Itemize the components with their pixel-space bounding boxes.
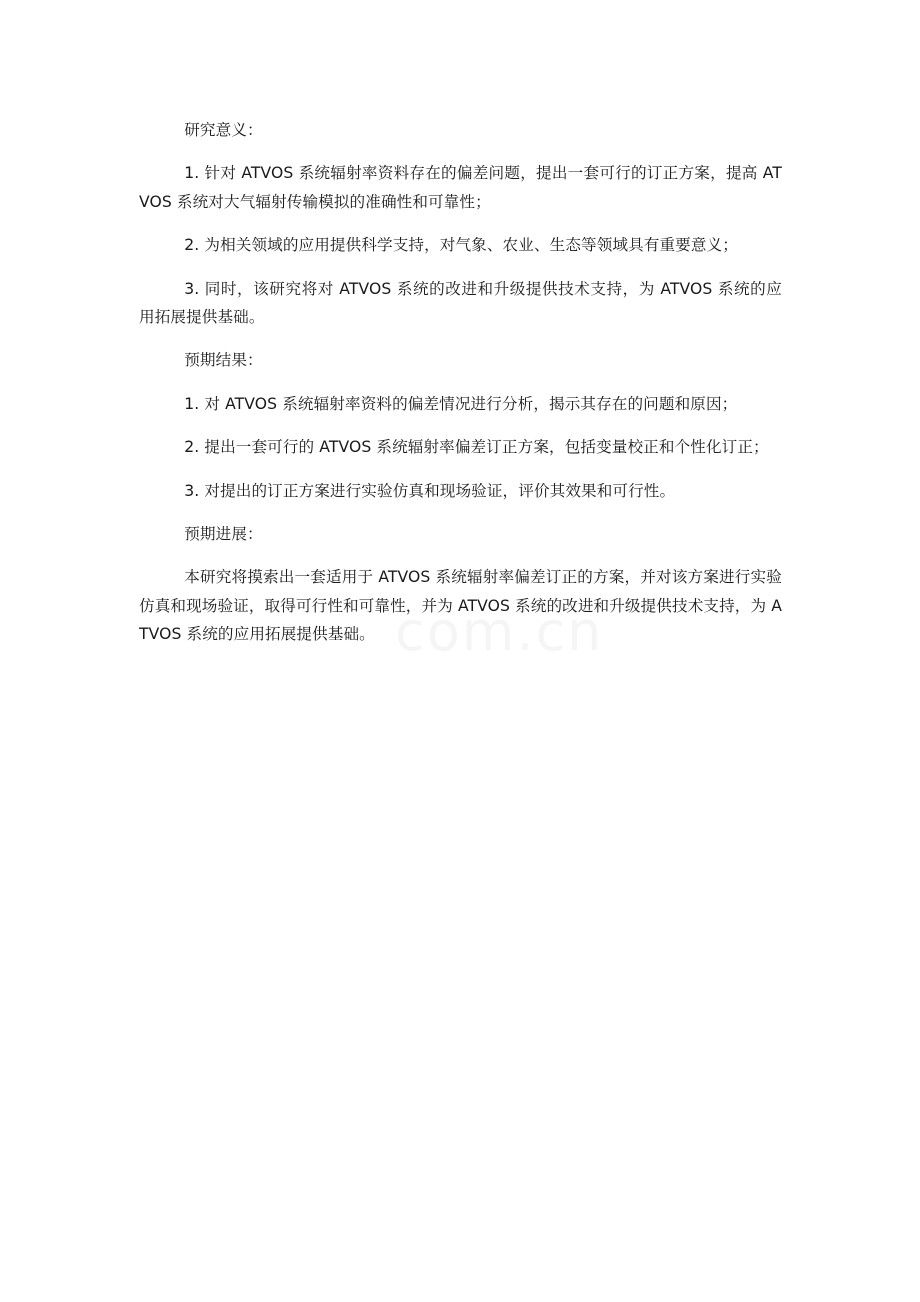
results-item-3: 3. 对提出的订正方案进行实验仿真和现场验证，评价其效果和可行性。 (184, 481, 676, 500)
progress-paragraph: 本研究将摸索出一套适用于 ATVOS 系统辐射率偏差订正的方案，并对该方案进行实验仿真和现场验证，取得可行性和可靠性，并为 ATVOS 系统的改进和升级提供技术支持，为 ATVOS 系统的应用拓展提供基础。 (139, 568, 782, 644)
heading-expected-progress: 预期进展： (184, 525, 263, 544)
heading-expected-results: 预期结果： (184, 351, 263, 370)
document-body (139, 116, 782, 664)
results-item-2: 2. 提出一套可行的 ATVOS 系统辐射率偏差订正方案，包括变量校正和个性化订正； (184, 438, 769, 457)
significance-item-3: 3. 同时，该研究将对 ATVOS 系统的改进和升级提供技术支持，为 ATVOS 系统的应用拓展提供基础。 (139, 279, 782, 327)
significance-item-2: 2. 为相关领域的应用提供科学支持，对气象、农业、生态等领域具有重要意义； (184, 236, 738, 255)
significance-item-1: 1. 针对 ATVOS 系统辐射率资料存在的偏差问题，提出一套可行的订正方案，提高 ATVOS 系统对大气辐射传输模拟的准确性和可靠性； (139, 164, 782, 211)
heading-research-significance: 研究意义： (184, 121, 263, 139)
results-item-1: 1. 对 ATVOS 系统辐射率资料的偏差情况进行分析，揭示其存在的问题和原因； (184, 394, 738, 413)
